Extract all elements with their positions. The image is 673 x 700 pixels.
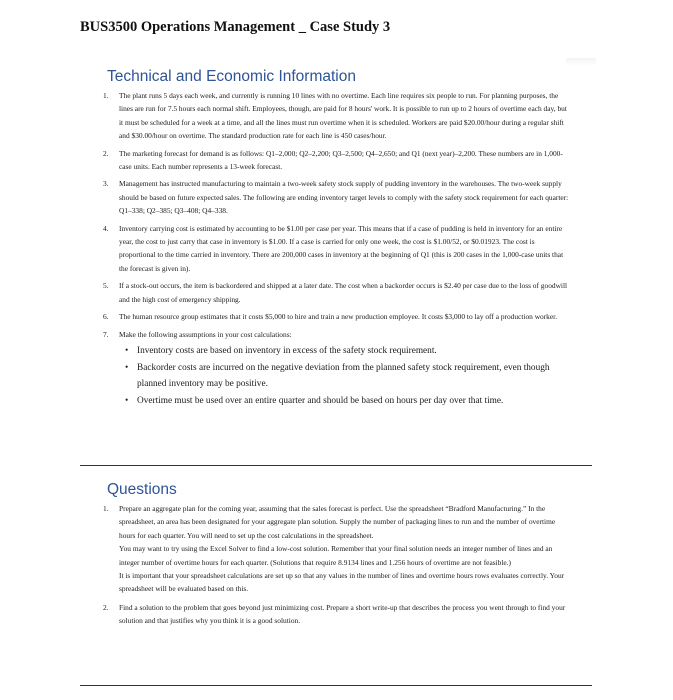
item-text: The human resource group estimates that it costs $5,000 to hire and train a new production employee. It costs $3,000 to lay off a production worker. bbox=[119, 312, 558, 322]
item-text: Management has instructed manufacturing to maintain a two-week safety stock supply of pudding inventory in the warehouses. The two-week supply should be based on future expected sales. The following are ending inventory target levels to comply with the safety stock requirement for each quarter: Q1–338; Q2–385; Q3–408; Q4–338. bbox=[119, 179, 569, 216]
technical-item bbox=[103, 279, 569, 306]
bullet-icon: • bbox=[125, 345, 129, 356]
page-edge-decoration bbox=[566, 58, 596, 66]
assumption-text: Inventory costs are based on inventory in excess of the safety stock requirement. bbox=[137, 345, 437, 356]
questions-heading: Questions bbox=[107, 481, 177, 498]
question-paragraph: It is important that your spreadsheet calculations are set up so that any values in the number of lines and overtime hours rows evaluates correctly. Your spreadsheet will be evaluated based on this. bbox=[119, 571, 565, 594]
item-text: The marketing forecast for demand is as follows: Q1–2,000; Q2–2,200; Q3–2,500; Q4–2,650; and Q1 (next year)–2,200. These numbers are in 1,000-case units. Each number represents a 13-week forecast. bbox=[119, 148, 563, 172]
question-paragraph: Find a solution to the problem that goes beyond just minimizing cost. Prepare a short write-up that describes the process you went through to find your solution and that justifies why you think it is a good solution. bbox=[119, 602, 566, 626]
technical-item bbox=[103, 177, 569, 217]
document-title: BUS3500 Operations Management _ Case Study 3 bbox=[80, 19, 391, 35]
question-item bbox=[103, 502, 569, 596]
technical-item bbox=[103, 328, 569, 410]
bottom-divider bbox=[80, 685, 592, 686]
bullet-icon: • bbox=[125, 396, 129, 407]
question-item bbox=[103, 601, 569, 628]
assumption-item bbox=[119, 394, 569, 410]
bullet-icon: • bbox=[125, 363, 129, 374]
section-divider bbox=[80, 465, 592, 466]
assumption-text: Overtime must be used over an entire quarter and should be based on hours per day over that time. bbox=[137, 396, 504, 407]
assumption-item bbox=[119, 344, 569, 360]
item-number: 1. bbox=[103, 91, 109, 100]
questions-list bbox=[103, 502, 569, 628]
item-number: 7. bbox=[103, 329, 109, 339]
question-paragraph: You may want to try using the Excel Solver to find a low-cost solution. Remember that your final solution needs an integer number of lines and an integer number of overtime hours for each quarter. (Solutions that require 8.9134 lines and 1.256 hours of overtime are not feasible.) bbox=[119, 544, 553, 567]
item-text: The plant runs 5 days each week, and currently is running 10 lines with no overtime. Each line requires six people to run. For planning purposes, the lines are run for 7.5 hours each normal shift. Employees, though, are paid for 8 hours' work. It is possible to run up to 2 hours of overtime each day, but it must be scheduled for a week at a time, and all the lines must run overtime when it is scheduled. Workers are paid $20.00/hour during a regular shift and $30.00/hour on overtime. The standard production rate for each line is 450 cases/hour. bbox=[119, 91, 567, 141]
item-text: Inventory carrying cost is estimated by accounting to be $1.00 per case per year. This means that if a case of pudding is held in inventory for an entire year, the cost to just carry that case in inventory is $1.00. If a case is carried for only one week, the cost is $1.00/52, or $0.01923. The cost is proportional to the time carried in inventory. There are 200,000 cases in inventory at the beginning of Q1 (this is 200 cases in the 1,000-case units that the forecast is given in). bbox=[119, 223, 564, 273]
assumption-text: Backorder costs are incurred on the negative deviation from the planned safety stock requirement, even though planned inventory may be positive. bbox=[137, 363, 550, 389]
assumptions-list bbox=[119, 344, 569, 410]
item-number: 5. bbox=[103, 281, 109, 291]
technical-heading: Technical and Economic Information bbox=[107, 68, 356, 85]
item-text: If a stock-out occurs, the item is backordered and shipped at a later date. The cost when a backorder occurs is $2.40 per case due to the loss of goodwill and the high cost of emergency shipping. bbox=[119, 281, 568, 304]
technical-list bbox=[103, 89, 569, 414]
item-text: Make the following assumptions in your cost calculations: bbox=[119, 329, 292, 339]
question-paragraph: Prepare an aggregate plan for the coming year, assuming that the sales forecast is perfect. Use the spreadsheet “Bradford Manufacturing.” In the spreadsheet, an area has been designated for your aggregate plan solution. Supply the number of packaging lines to run and the number of overtime hours for each quarter. You will need to set up the cost calculations in the spreadsheet. bbox=[119, 504, 556, 540]
assumption-item bbox=[119, 361, 569, 392]
item-number: 4. bbox=[103, 223, 109, 233]
item-number: 3. bbox=[103, 179, 109, 189]
technical-item bbox=[103, 89, 569, 143]
item-number: 2. bbox=[103, 148, 109, 158]
technical-item bbox=[103, 222, 569, 276]
technical-item bbox=[103, 310, 569, 323]
item-number: 2. bbox=[103, 602, 109, 612]
item-number: 6. bbox=[103, 312, 109, 322]
item-number: 1. bbox=[103, 504, 109, 513]
technical-item bbox=[103, 147, 569, 174]
